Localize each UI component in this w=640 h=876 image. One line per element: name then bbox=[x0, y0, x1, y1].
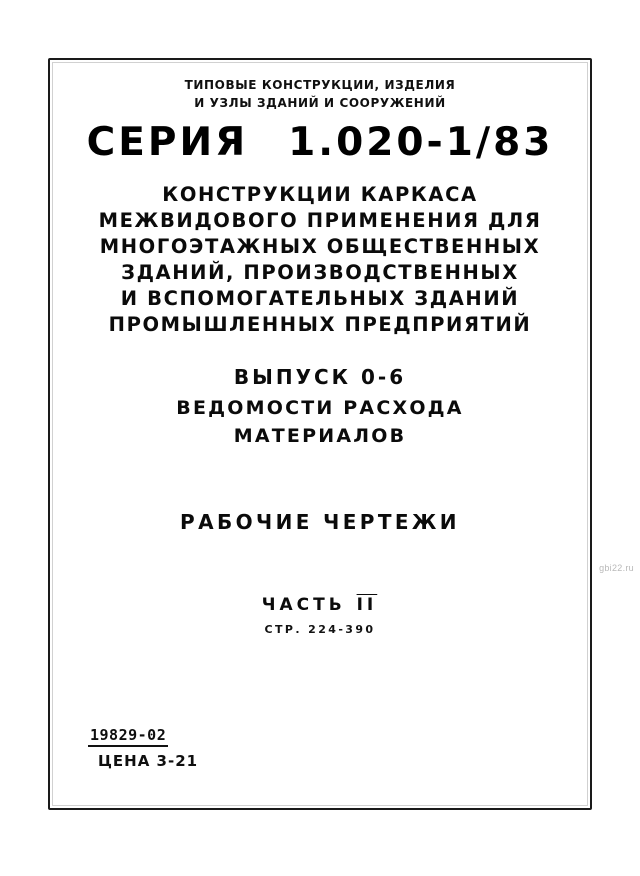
working-drawings-label: РАБОЧИЕ ЧЕРТЕЖИ bbox=[180, 510, 460, 534]
stamp-price: ЦЕНА 3-21 bbox=[98, 752, 199, 770]
issue-label: ВЫПУСК 0-6 bbox=[233, 365, 407, 389]
series-heading bbox=[50, 120, 590, 165]
part-block bbox=[50, 595, 590, 636]
title-line-4: ЗДАНИЙ, ПРОИЗВОДСТВЕННЫХ bbox=[121, 261, 519, 284]
title-line-1: КОНСТРУКЦИИ КАРКАСА bbox=[162, 183, 478, 206]
title-page-frame bbox=[48, 58, 592, 810]
issue-subtitle-line-1: ВЕДОМОСТИ РАСХОДА bbox=[176, 397, 464, 419]
title-line-2: МЕЖВИДОВОГО ПРИМЕНЕНИЯ ДЛЯ bbox=[98, 209, 542, 232]
part-label: ЧАСТЬ bbox=[261, 595, 346, 615]
series-number: 1.020-1/83 bbox=[288, 120, 554, 165]
top-caption bbox=[50, 76, 590, 112]
part-numeral: $\overline{II}$ bbox=[356, 595, 378, 615]
top-caption-line-1: ТИПОВЫЕ КОНСТРУКЦИИ, ИЗДЕЛИЯ bbox=[184, 78, 456, 92]
title-line-6: ПРОМЫШЛЕННЫХ ПРЕДПРИЯТИЙ bbox=[108, 313, 532, 336]
title-line-5: И ВСПОМОГАТЕЛЬНЫХ ЗДАНИЙ bbox=[120, 287, 520, 310]
issue-subtitle-line-2: МАТЕРИАЛОВ bbox=[233, 425, 407, 447]
stamp-block bbox=[88, 726, 198, 770]
title-line-3: МНОГОЭТАЖНЫХ ОБЩЕСТВЕННЫХ bbox=[99, 235, 541, 258]
document-title bbox=[50, 182, 590, 338]
series-word: СЕРИЯ bbox=[86, 120, 249, 165]
issue-block bbox=[50, 360, 590, 450]
part-line bbox=[50, 595, 590, 615]
stamp-code: 19829-02 bbox=[88, 726, 168, 747]
page-range: СТР. 224-390 bbox=[264, 623, 376, 636]
site-watermark: gbi22.ru bbox=[599, 563, 634, 573]
top-caption-line-2: И УЗЛЫ ЗДАНИЙ И СООРУЖЕНИЙ bbox=[194, 96, 446, 110]
